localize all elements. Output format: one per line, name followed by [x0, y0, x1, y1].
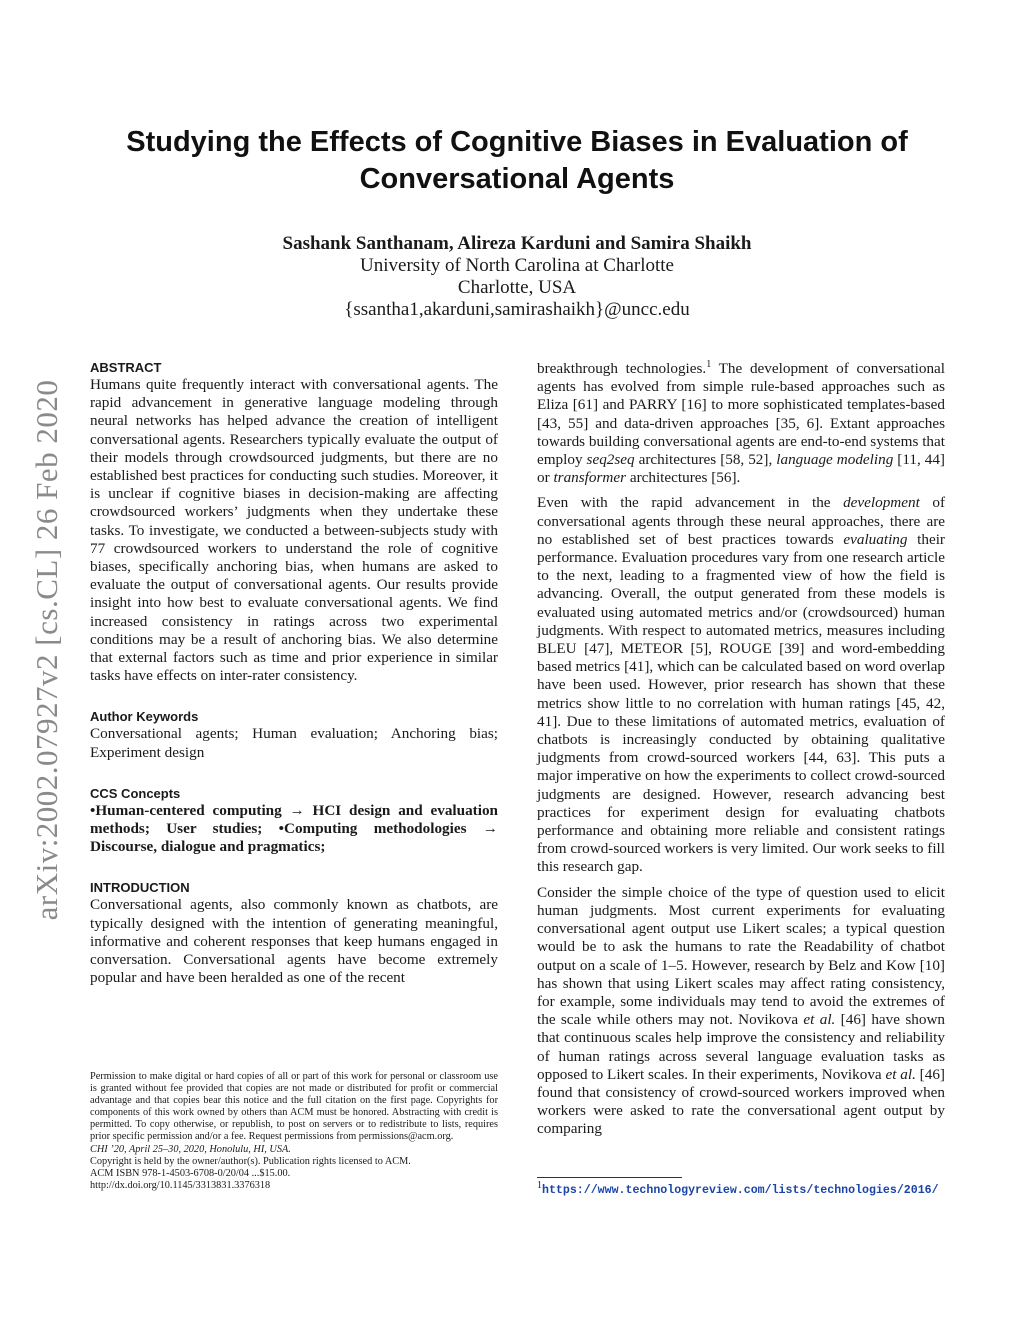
footnote-url[interactable]: https://www.technologyreview.com/lists/technologies/2016/ [542, 1184, 939, 1197]
author-block [90, 233, 944, 321]
right-column [537, 360, 945, 1139]
footnote-rule [537, 1177, 682, 1178]
arxiv-id: arXiv:2002.07927v2 [cs.CL] 26 Feb 2020 [29, 379, 64, 921]
arxiv-identifier-sidebar [22, 350, 72, 950]
footnote-marker[interactable]: 1 [706, 358, 712, 370]
footnote [537, 1182, 957, 1198]
ccs-text: •Human-centered computing → HCI design and evaluation methods; User studies; •Computing methodologies → Discourse, dialogue and pragmatics; [90, 801, 498, 856]
title-line-2: Conversational Agents [359, 163, 675, 195]
abstract-text: Humans quite frequently interact with conversational agents. The rapid advancement in generative language modeling through neural networks has helped advance the creation of intelligent conversational agents. Researchers typically evaluate the output of their models through crowdsourced judgments, but there are no established best practices for conducting such studies. Moreover, it is unclear if cognitive biases in decision-making are affecting crowdsourced workers’ judgments when they undertake these tasks. To investigate, we conducted a between-subjects study with 77 crowdsourced workers to understand the role of cognitive biases, specifically anchoring bias, when humans are asked to evaluate the output of conversational agents. Our results provide insight into how best to evaluate conversational agents. We find increased consistency in ratings across two experimental conditions may be a result of anchoring bias. We also determine that external factors such as time and prior experience in similar tasks have effects on inter-rater consistency. [90, 376, 498, 685]
introduction-paragraph: Conversational agents, also commonly known as chatbots, are typically designed with the intention of generating meaningful, informative and coherent responses that keep humans engaged in conversation. Conversational agents have become extremely popular and have been heralded as one of the recent [90, 896, 498, 987]
permission-notice [90, 1071, 498, 1192]
copyright-text: Copyright is held by the owner/author(s). Publication rights licensed to ACM. [90, 1155, 411, 1167]
right-paragraph-3: Consider the simple choice of the type of question used to elicit human judgments. Most current experiments for evaluating conversational agent output use Likert scales; a typical question would be to ask the humans to rate the Readability of chatbot output on a scale of 1–5. However, research by Belz and Kow [10] has shown that using Likert scales may affect rating consistency, for example, some individuals may tend to avoid the extremes of the scale while others may not. Novikova et al. [46] have shown that continuous scales help improve the consistency and reliability of human ratings across several language evaluation tasks as opposed to Likert scales. In their experiments, Novikova et al. [46] found that consistency of crowd-sourced workers improved when workers were asked to rate the conversational agent output by comparing [537, 883, 946, 1138]
author-location: Charlotte, USA [457, 277, 577, 298]
footnote-number: 1 [537, 1180, 542, 1191]
right-paragraph-1: breakthrough technologies.$^1$ The development of conversational agents has evolved from simple rule-based approaches such as Eliza [61] and PARRY [16] to more sophisticated templates-based [43, 55] and data-driven approaches [35, 6]. Extant approaches towards building conversational agents are end-to-end systems that employ seq2seq architectures [58, 52], language modeling [11, 44] or transformer architectures [56]. [537, 358, 946, 487]
title-line-1: Studying the Effects of Cognitive Biases in Evaluation of [126, 126, 908, 158]
author-emails: {ssantha1,akarduni,samirashaikh}@uncc.edu [344, 299, 690, 320]
keywords-heading: Author Keywords [90, 709, 199, 725]
introduction-heading: INTRODUCTION [90, 880, 190, 896]
paper-title [90, 124, 944, 198]
keywords-text: Conversational agents; Human evaluation; Anchoring bias; Experiment design [90, 725, 498, 761]
author-affiliation: University of North Carolina at Charlotte [360, 255, 674, 276]
doi-link[interactable]: http://dx.doi.org/10.1145/3313831.3376318 [90, 1179, 271, 1191]
right-paragraph-2: Even with the rapid advancement in the development of conversational agents through these neural approaches, there are no established set of best practices towards evaluating their performance. Evaluation procedures vary from one research article to the next, leading to a fragmented view of how the field is advancing. Overall, the output generated from these models is evaluated using automated metrics and/or (crowdsourced) human judgments. With respect to automated metrics, measures including BLEU [47], METEOR [5], ROUGE [39] and word-embedding based metrics [41], which can be calculated based on word overlap have been used. However, prior research has shown that these metrics show little to no correlation with human ratings [45, 42, 41]. Due to these limitations of automated metrics, evaluation of chatbots is increasingly conducted by obtaining qualitative judgments from crowd-sourced workers [44, 63]. This puts a major imperative on how the experiments to collect crowd-sourced judgments are designed. However, research advancing best practices for experiment design for evaluating chatbots performance and obtaining more reliable and consistent ratings from crowd-sourced workers is very limited. Our work seeks to fill this research gap. [537, 494, 945, 876]
isbn-text: ACM ISBN 978-1-4503-6708-0/20/04 ...$15.00. [90, 1167, 291, 1179]
abstract-heading: ABSTRACT [90, 360, 162, 375]
conference-info: CHI ’20, April 25–30, 2020, Honolulu, HI, USA. [90, 1143, 291, 1155]
left-column [90, 360, 498, 987]
author-names: Sashank Santhanam, Alireza Karduni and Samira Shaikh [282, 233, 752, 254]
permission-text: Permission to make digital or hard copies of all or part of this work for personal or classroom use is granted without fee provided that copies are not made or distributed for profit or commercial advantage and that copies bear this notice and the full citation on the first page. Copyrights for components of this work owned by others than ACM must be honored. Abstracting with credit is permitted. To copy otherwise, or republish, to post on servers or to redistribute to lists, requires prior specific permission and/or a fee. Request permissions from permissions@acm.org. [90, 1071, 498, 1143]
ccs-heading: CCS Concepts [90, 785, 181, 801]
